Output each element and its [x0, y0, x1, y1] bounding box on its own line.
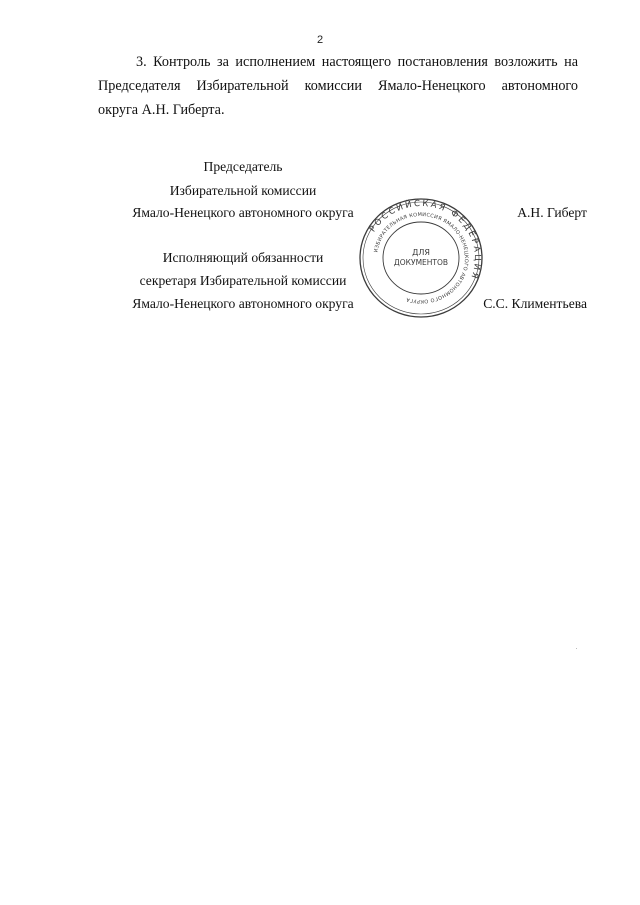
paragraph-line-2: Председателя Избирательной комиссии Ямало-Ненецкого автономного: [98, 78, 578, 94]
secretary-name: С.С. Климентьева: [483, 296, 587, 311]
stamp-outer-text: РОССИЙСКАЯ ФЕДЕРАЦИЯ: [367, 198, 483, 282]
scan-speck: [576, 648, 577, 649]
chair-title-line-2: Избирательной комиссии: [169, 183, 317, 198]
stamp-center-line-2: ДОКУМЕНТОВ: [393, 258, 449, 267]
chair-name: А.Н. Гиберт: [517, 205, 587, 220]
paragraph-line-1: 3. Контроль за исполнением настоящего постановления возложить на: [136, 54, 578, 70]
secretary-title-line-2: секретаря Избирательной комиссии: [139, 273, 347, 288]
official-stamp: [356, 196, 486, 320]
chair-title-line-1: Председатель: [203, 159, 283, 174]
chair-title-line-3: Ямало-Ненецкого автономного округа: [132, 205, 354, 220]
secretary-title-line-3: Ямало-Ненецкого автономного округа: [132, 296, 354, 311]
paragraph-control: [98, 50, 578, 122]
stamp-center-line-1: ДЛЯ: [412, 248, 430, 257]
page-number: 2: [316, 34, 324, 46]
stamp-inner-text: ИЗБИРАТЕЛЬНАЯ КОМИССИЯ ЯМАЛО-НЕНЕЦКОГО АВТОНОМНОГО ОКРУГА: [373, 211, 470, 305]
secretary-title-line-1: Исполняющий обязанности: [162, 250, 324, 265]
paragraph-line-3: округа А.Н. Гиберта.: [98, 102, 225, 118]
